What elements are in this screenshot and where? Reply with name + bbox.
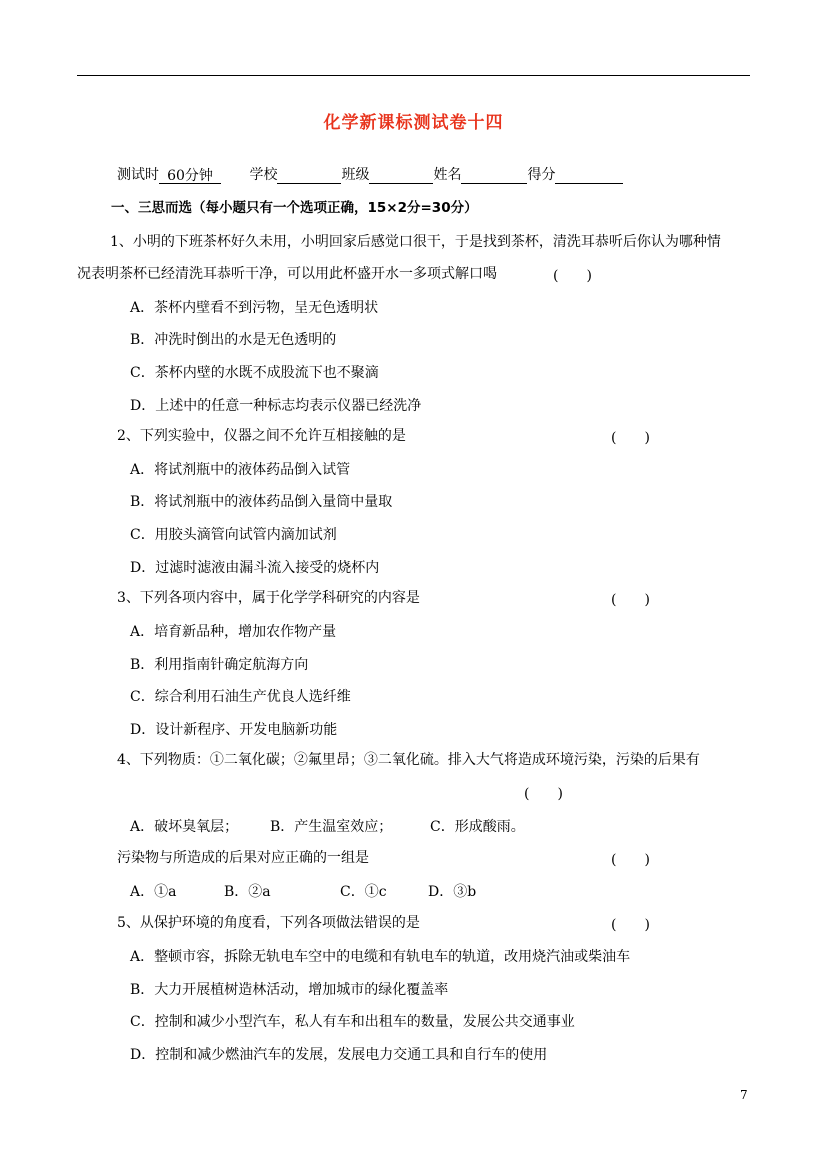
question-1-line-2: 况表明茶杯已经清洗耳恭听干净，可以用此杯盛开水一多项式解口喝 [77,266,497,282]
answer-paren[interactable]: ( ) [553,268,592,284]
option-b: B．②a [224,884,271,900]
consequence-b: B．产生温室效应； [270,819,393,835]
school-field[interactable] [277,167,341,184]
option-d: D．③b [428,884,477,900]
answer-paren[interactable]: ( ) [611,430,650,446]
option-c: C．①c [340,884,387,900]
option-a: A．将试剂瓶中的液体药品倒入试管 [130,462,351,478]
answer-paren[interactable]: ( ) [611,917,650,933]
class-field[interactable] [369,167,433,184]
option-d: D．设计新程序、开发电脑新功能 [130,722,338,738]
question-2-stem: 2、下列实验中，仪器之间不允许互相接触的是 [117,428,406,444]
answer-paren[interactable]: ( ) [611,592,650,608]
option-d: D．控制和减少燃油汽车的发展，发展电力交通工具和自行车的使用 [130,1047,548,1063]
name-label: 姓名 [433,167,462,183]
option-c: C．控制和减少小型汽车，私人有车和出租车的数量，发展公共交通事业 [130,1014,575,1030]
answer-paren[interactable]: ( ) [611,852,650,868]
option-d: D．过滤时滤液由漏斗流入接受的烧杯内 [130,560,380,576]
question-3-stem: 3、下列各项内容中，属于化学学科研究的内容是 [117,590,420,606]
time-value[interactable]: 60分钟 [159,167,221,184]
option-a: A．①a [130,884,177,900]
page-title: 化学新课标测试卷十四 [323,113,504,133]
score-field[interactable] [555,167,623,184]
consequence-a: A．破坏臭氧层； [130,819,239,835]
option-d: D．上述中的任意一种标志均表示仪器已经洗净 [130,398,422,414]
question-5-stem: 5、从保护环境的角度看，下列各项做法错误的是 [117,915,420,931]
option-a: A．茶杯内壁看不到污物，呈无色透明状 [130,300,379,316]
school-label: 学校 [249,167,278,183]
option-c: C．综合利用石油生产优良人选纤维 [130,689,351,705]
option-b: B．大力开展植树造林活动，增加城市的绿化覆盖率 [130,982,449,998]
question-1-line-1: 1、小明的下班茶杯好久未用，小明回家后感觉口很干，于是找到茶杯，清洗耳恭听后你认为哪种情 [110,234,721,250]
option-a: A．培育新品种，增加农作物产量 [130,624,337,640]
header-rule [77,75,750,76]
class-label: 班级 [341,167,370,183]
question-4-sub: 污染物与所造成的后果对应正确的一组是 [117,850,369,866]
option-c: C．茶杯内壁的水既不成股流下也不聚滴 [130,365,379,381]
option-a: A．整顿市容，拆除无轨电车空中的电缆和有轨电车的轨道，改用烧汽油或柴油车 [130,949,631,965]
page-number: 7 [740,1088,748,1102]
option-b: B．利用指南针确定航海方向 [130,657,309,673]
option-b: B．冲洗时倒出的水是无色透明的 [130,332,337,348]
answer-paren[interactable]: ( ) [524,786,563,802]
name-field[interactable] [461,167,527,184]
option-c: C．用胶头滴管向试管内滴加试剂 [130,527,337,543]
section-heading: 一、三思而选（每小题只有一个选项正确，15×2分=30分） [111,200,478,216]
question-4-stem: 4、下列物质：①二氧化碳；②氟里昂；③二氧化硫。排入大气将造成环境污染，污染的后果有 [117,752,700,768]
consequence-c: C．形成酸雨。 [430,819,525,835]
time-label: 测试时 [117,167,159,183]
info-line [117,166,623,184]
score-label: 得分 [527,167,556,183]
option-b: B．将试剂瓶中的液体药品倒入量筒中量取 [130,494,393,510]
